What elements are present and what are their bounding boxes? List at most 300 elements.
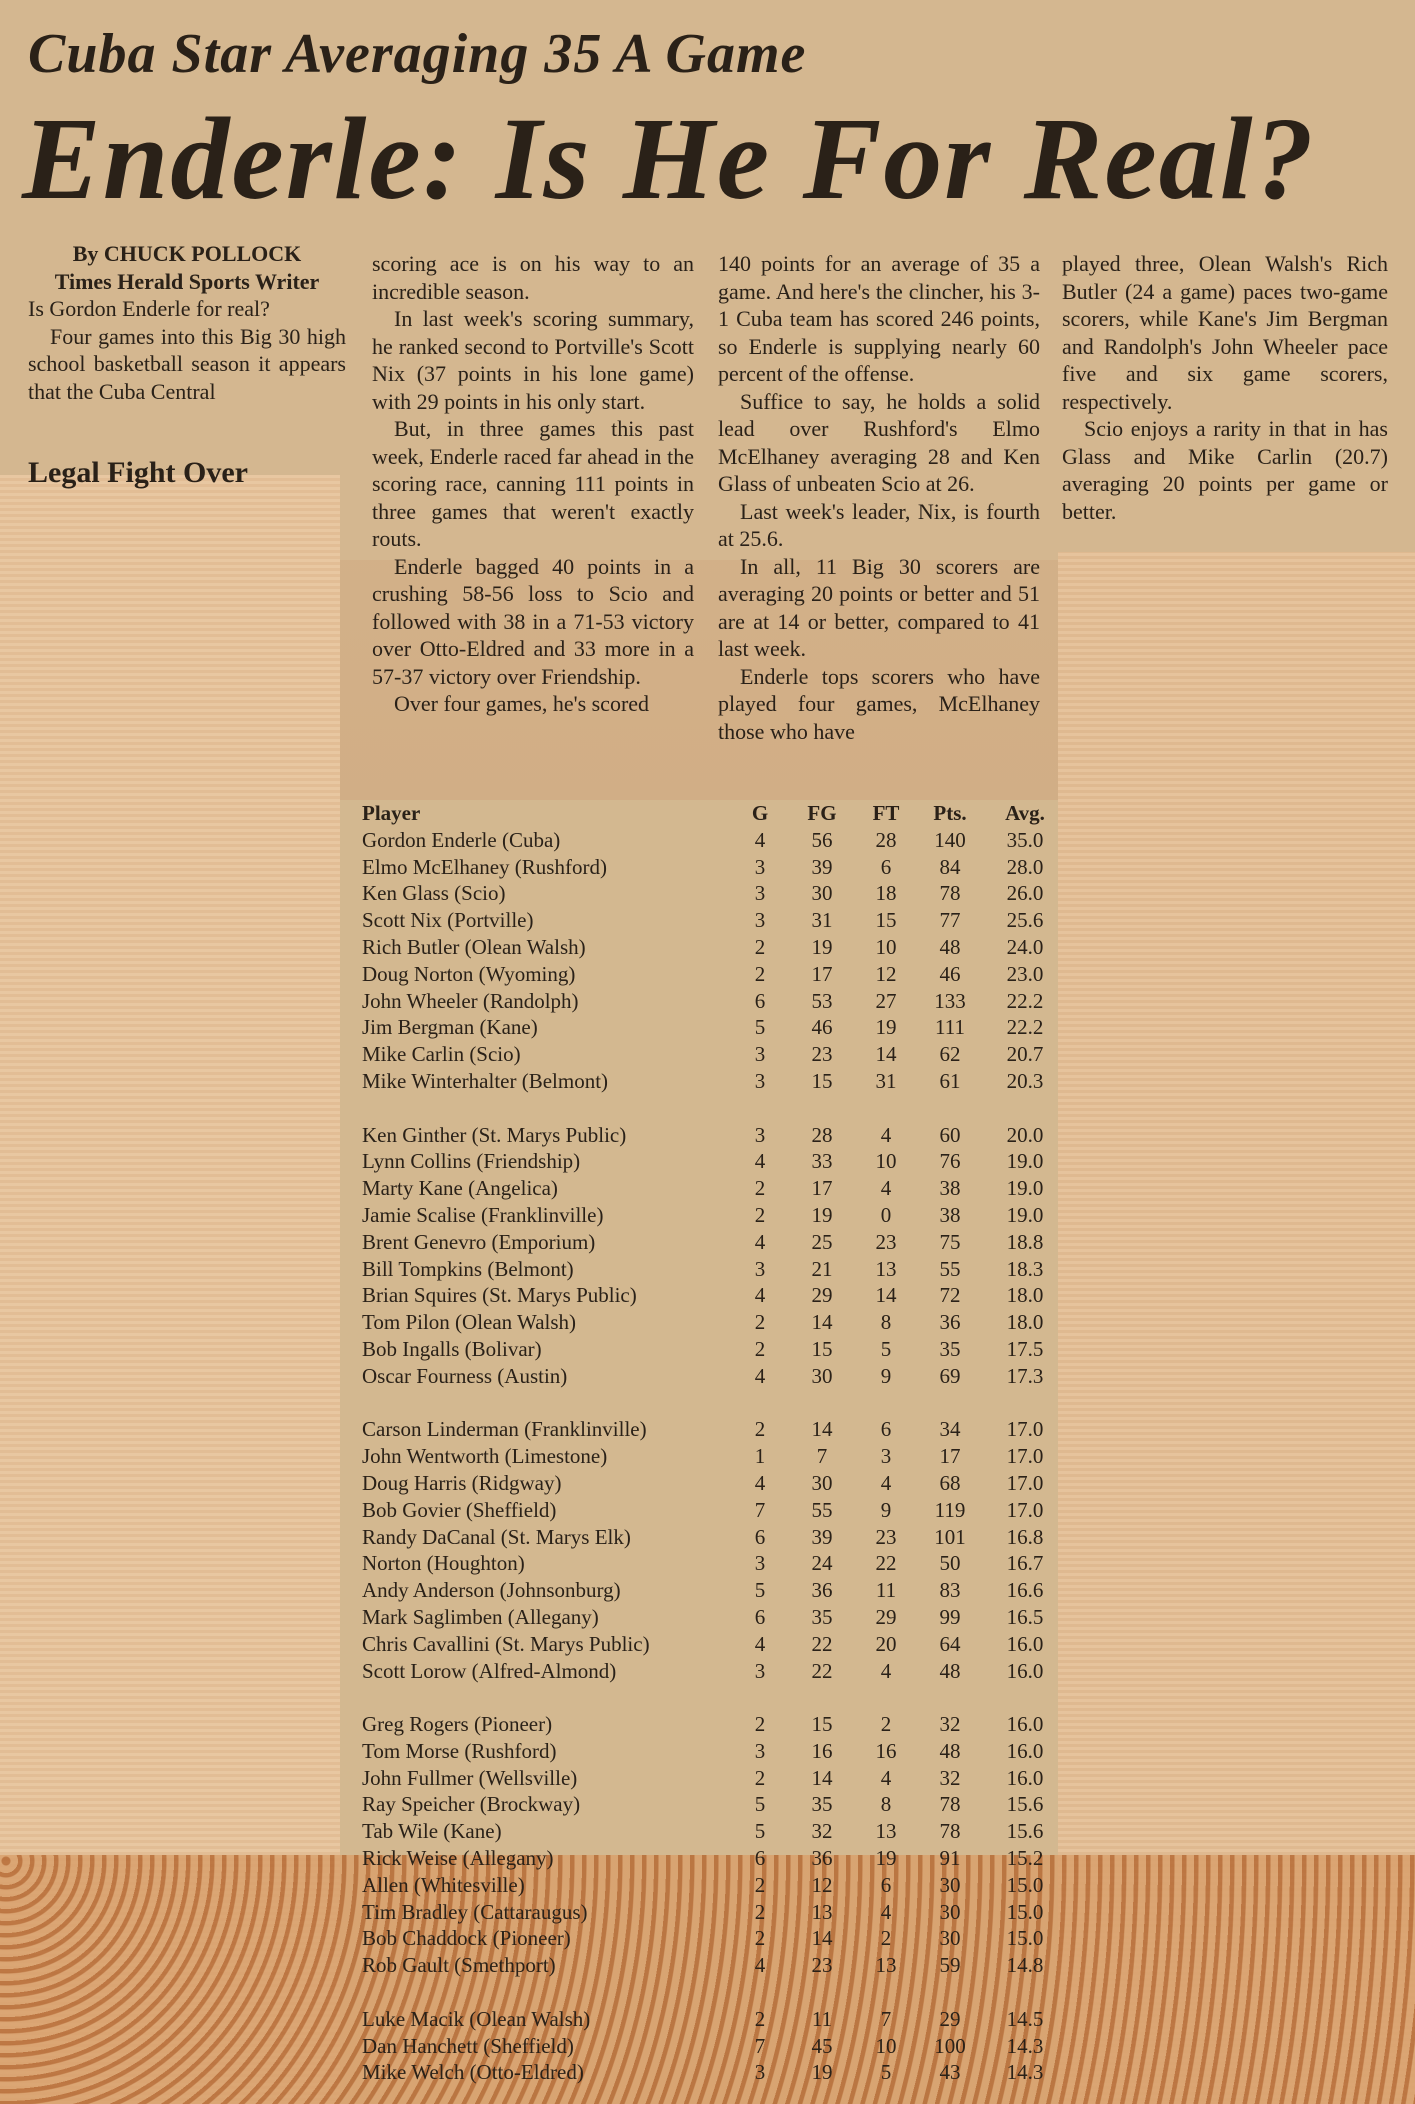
games-cell: 2 xyxy=(754,934,766,959)
player-cell: Ray Speicher (Brockway) xyxy=(362,1792,581,1817)
fg-cell: 39 xyxy=(811,854,833,879)
paragraph: Four games into this Big 30 high school basketball season it appears that the Cuba Central xyxy=(28,323,346,404)
player-cell: Scott Nix (Portville) xyxy=(362,908,534,933)
table-row xyxy=(362,1470,1068,1497)
table-row xyxy=(362,854,1068,881)
byline-title: Times Herald Sports Writer xyxy=(54,268,320,294)
average-cell: 14.3 xyxy=(1006,2033,1044,2058)
ft-cell: 10 xyxy=(875,2033,897,2058)
player-cell: Ken Glass (Scio) xyxy=(362,881,506,906)
table-row xyxy=(362,827,1068,854)
article-column-3 xyxy=(718,250,1040,745)
points-cell: 61 xyxy=(939,1068,961,1093)
fg-cell: 35 xyxy=(811,1792,833,1817)
points-cell: 101 xyxy=(934,1524,966,1549)
table-row xyxy=(362,934,1068,961)
player-cell: Doug Harris (Ridgway) xyxy=(362,1470,562,1495)
table-row xyxy=(362,1845,1068,1872)
table-row xyxy=(362,1202,1068,1229)
fg-cell: 17 xyxy=(811,961,833,986)
average-cell: 23.0 xyxy=(1006,961,1044,986)
table-row xyxy=(362,1899,1068,1926)
ft-cell: 19 xyxy=(875,1015,897,1040)
player-cell: Gordon Enderle (Cuba) xyxy=(362,827,561,852)
ft-cell: 2 xyxy=(880,1712,892,1737)
ft-cell: 22 xyxy=(875,1551,897,1576)
average-cell: 17.0 xyxy=(1006,1470,1044,1495)
fg-cell: 21 xyxy=(811,1256,833,1281)
paragraph: Suffice to say, he holds a solid lead over Rushford's Elmo McElhaney averaging 28 and Ken Glass of unbeaten Scio at 26. xyxy=(718,388,1040,496)
paragraph: 140 points for an average of 35 a game. And here's the clincher, his 3-1 Cuba team has scored 246 points, so Enderle is supplying nearly 60 percent of the offense. xyxy=(718,251,1040,386)
fg-cell: 19 xyxy=(811,2060,833,2085)
player-cell: Norton (Houghton) xyxy=(362,1551,525,1576)
paragraph: Is Gordon Enderle for real? xyxy=(28,296,270,321)
points-cell: 76 xyxy=(939,1149,961,1174)
player-cell: Carson Linderman (Franklinville) xyxy=(362,1417,647,1442)
games-cell: 6 xyxy=(754,1524,766,1549)
fg-cell: 17 xyxy=(811,1176,833,1201)
points-cell: 48 xyxy=(939,1658,961,1683)
average-cell: 18.3 xyxy=(1006,1256,1044,1281)
table-row xyxy=(362,1925,1068,1952)
fg-cell: 53 xyxy=(811,988,833,1013)
table-row xyxy=(362,1738,1068,1765)
paragraph: But, in three games this past week, Enderle raced far ahead in the scoring race, canning 111 points in three games that weren't exactly routs. xyxy=(372,416,694,551)
table-row xyxy=(362,1604,1068,1631)
fg-cell: 35 xyxy=(811,1604,833,1629)
player-cell: Marty Kane (Angelica) xyxy=(362,1176,558,1201)
points-cell: 78 xyxy=(939,1792,961,1817)
ft-cell: 14 xyxy=(875,1042,897,1067)
table-row xyxy=(362,1872,1068,1899)
points-cell: 75 xyxy=(939,1229,961,1254)
fg-cell: 30 xyxy=(811,1363,833,1388)
points-cell: 60 xyxy=(939,1122,961,1147)
paragraph: Enderle tops scorers who have played four games, McElhaney those who have xyxy=(718,663,1040,744)
player-cell: Tom Morse (Rushford) xyxy=(362,1738,557,1763)
points-cell: 32 xyxy=(939,1765,961,1790)
ft-cell: 4 xyxy=(880,1176,892,1201)
article-column-4 xyxy=(1062,250,1388,525)
paragraph: Last week's leader, Nix, is fourth at 25.6. xyxy=(718,498,1040,551)
ft-cell: 3 xyxy=(880,1444,892,1469)
fg-cell: 19 xyxy=(811,934,833,959)
paragraph: Enderle bagged 40 points in a crushing 58-56 loss to Scio and followed with 38 in a 71-53 victory over Otto-Eldred and 33 more in a 57-37 victory over Friendship. xyxy=(372,553,694,689)
average-cell: 22.2 xyxy=(1006,1015,1044,1040)
average-cell: 16.0 xyxy=(1006,1631,1044,1656)
scoring-table xyxy=(362,800,1068,2086)
table-row xyxy=(362,1443,1068,1470)
player-cell: Ken Ginther (St. Marys Public) xyxy=(362,1122,627,1147)
ft-cell: 6 xyxy=(880,1872,892,1897)
table-header-row xyxy=(362,800,1068,827)
games-cell: 4 xyxy=(754,1631,766,1656)
player-cell: Mike Winterhalter (Belmont) xyxy=(362,1068,609,1093)
table-row xyxy=(362,1175,1068,1202)
table-row xyxy=(362,1631,1068,1658)
player-cell: Brian Squires (St. Marys Public) xyxy=(362,1283,637,1308)
games-cell: 2 xyxy=(754,1926,766,1951)
ft-cell: 7 xyxy=(880,2006,892,2031)
ft-cell: 8 xyxy=(880,1310,892,1335)
table-row xyxy=(362,907,1068,934)
games-cell: 2 xyxy=(754,1872,766,1897)
points-cell: 64 xyxy=(939,1631,961,1656)
table-row xyxy=(362,1229,1068,1256)
points-cell: 111 xyxy=(935,1015,965,1040)
average-cell: 15.0 xyxy=(1006,1926,1044,1951)
points-cell: 30 xyxy=(939,1872,961,1897)
player-cell: Scott Lorow (Alfred-Almond) xyxy=(362,1658,617,1683)
group-spacer xyxy=(362,1095,1068,1122)
fg-cell: 15 xyxy=(811,1068,833,1093)
games-cell: 4 xyxy=(754,1363,766,1388)
fg-cell: 14 xyxy=(811,1926,833,1951)
table-row xyxy=(362,961,1068,988)
player-cell: Oscar Fourness (Austin) xyxy=(362,1363,568,1388)
paragraph: Over four games, he's scored xyxy=(394,691,650,716)
fg-cell: 36 xyxy=(811,1846,833,1871)
fg-cell: 33 xyxy=(811,1149,833,1174)
player-cell: John Wheeler (Randolph) xyxy=(362,988,579,1013)
table-row xyxy=(362,1416,1068,1443)
games-cell: 4 xyxy=(754,827,766,852)
table-row xyxy=(362,1041,1068,1068)
ft-cell: 12 xyxy=(875,961,897,986)
player-cell: Rich Butler (Olean Walsh) xyxy=(362,934,586,959)
table-row xyxy=(362,1336,1068,1363)
table-row xyxy=(362,1122,1068,1149)
table-row xyxy=(362,2006,1068,2033)
paragraph: In last week's scoring summary, he ranked second to Portville's Scott Nix (37 points in his lone game) with 29 points in his only start. xyxy=(372,306,694,414)
fg-cell: 23 xyxy=(811,1042,833,1067)
games-cell: 2 xyxy=(754,2006,766,2031)
ft-cell: 23 xyxy=(875,1229,897,1254)
table-row xyxy=(362,1256,1068,1283)
player-cell: Tom Pilon (Olean Walsh) xyxy=(362,1310,577,1335)
points-cell: 48 xyxy=(939,934,961,959)
table-row xyxy=(362,1282,1068,1309)
average-cell: 18.0 xyxy=(1006,1283,1044,1308)
table-row xyxy=(362,2059,1068,2086)
ft-cell: 4 xyxy=(880,1658,892,1683)
points-cell: 46 xyxy=(939,961,961,986)
points-cell: 83 xyxy=(939,1578,961,1603)
ft-cell: 9 xyxy=(880,1363,892,1388)
ft-cell: 9 xyxy=(880,1497,892,1522)
ft-cell: 13 xyxy=(875,1953,897,1978)
games-cell: 3 xyxy=(754,1042,766,1067)
header-g: G xyxy=(751,801,769,825)
games-cell: 3 xyxy=(754,881,766,906)
table-row xyxy=(362,1524,1068,1551)
points-cell: 133 xyxy=(934,988,966,1013)
games-cell: 2 xyxy=(754,1899,766,1924)
ft-cell: 20 xyxy=(875,1631,897,1656)
ft-cell: 6 xyxy=(880,1417,892,1442)
average-cell: 19.0 xyxy=(1006,1202,1044,1227)
games-cell: 6 xyxy=(754,988,766,1013)
fg-cell: 16 xyxy=(811,1738,833,1763)
player-cell: Jamie Scalise (Franklinville) xyxy=(362,1202,604,1227)
ft-cell: 31 xyxy=(875,1068,897,1093)
fg-cell: 14 xyxy=(811,1765,833,1790)
ft-cell: 4 xyxy=(880,1899,892,1924)
paragraph: scoring ace is on his way to an incredible season. xyxy=(372,251,694,304)
player-cell: Bill Tompkins (Belmont) xyxy=(362,1256,574,1281)
points-cell: 91 xyxy=(939,1846,961,1871)
group-spacer xyxy=(362,1979,1068,2006)
ft-cell: 28 xyxy=(875,827,897,852)
paragraph: In all, 11 Big 30 scorers are averaging 20 points or better and 51 are at 14 or better, compared to 41 last week. xyxy=(718,553,1040,661)
games-cell: 7 xyxy=(754,2033,766,2058)
player-cell: Doug Norton (Wyoming) xyxy=(362,961,576,986)
points-cell: 55 xyxy=(939,1256,961,1281)
points-cell: 72 xyxy=(939,1283,961,1308)
table-row xyxy=(362,1148,1068,1175)
player-cell: Rick Weise (Allegany) xyxy=(362,1846,554,1871)
fg-cell: 14 xyxy=(811,1310,833,1335)
games-cell: 2 xyxy=(754,1712,766,1737)
ft-cell: 23 xyxy=(875,1524,897,1549)
points-cell: 78 xyxy=(939,1819,961,1844)
player-cell: Allen (Whitesville) xyxy=(362,1872,525,1897)
fg-cell: 7 xyxy=(816,1444,828,1469)
average-cell: 35.0 xyxy=(1006,827,1044,852)
average-cell: 16.0 xyxy=(1006,1658,1044,1683)
points-cell: 140 xyxy=(934,827,966,852)
ft-cell: 6 xyxy=(880,854,892,879)
group-spacer xyxy=(362,1684,1068,1711)
average-cell: 18.8 xyxy=(1006,1229,1044,1254)
average-cell: 17.3 xyxy=(1006,1363,1044,1388)
table-row xyxy=(362,1068,1068,1095)
ft-cell: 4 xyxy=(880,1122,892,1147)
points-cell: 30 xyxy=(939,1899,961,1924)
fg-cell: 15 xyxy=(811,1336,833,1361)
points-cell: 68 xyxy=(939,1470,961,1495)
ft-cell: 15 xyxy=(875,908,897,933)
table-row xyxy=(362,1711,1068,1738)
player-cell: Mike Carlin (Scio) xyxy=(362,1042,521,1067)
points-cell: 36 xyxy=(939,1310,961,1335)
player-cell: John Fullmer (Wellsville) xyxy=(362,1765,578,1790)
header-fg: FG xyxy=(807,801,837,825)
ft-cell: 11 xyxy=(875,1578,897,1603)
games-cell: 5 xyxy=(754,1015,766,1040)
ft-cell: 13 xyxy=(875,1256,897,1281)
player-cell: Andy Anderson (Johnsonburg) xyxy=(362,1578,621,1603)
average-cell: 15.0 xyxy=(1006,1899,1044,1924)
games-cell: 2 xyxy=(754,961,766,986)
player-cell: Greg Rogers (Pioneer) xyxy=(362,1712,553,1737)
group-spacer xyxy=(362,1390,1068,1417)
fg-cell: 15 xyxy=(811,1712,833,1737)
games-cell: 6 xyxy=(754,1846,766,1871)
games-cell: 3 xyxy=(754,1738,766,1763)
points-cell: 34 xyxy=(939,1417,961,1442)
table-row xyxy=(362,1765,1068,1792)
points-cell: 62 xyxy=(939,1042,961,1067)
player-cell: John Wentworth (Limestone) xyxy=(362,1444,608,1469)
games-cell: 2 xyxy=(754,1417,766,1442)
ft-cell: 4 xyxy=(880,1765,892,1790)
fg-cell: 19 xyxy=(811,1202,833,1227)
points-cell: 84 xyxy=(939,854,961,879)
games-cell: 2 xyxy=(754,1202,766,1227)
fg-cell: 12 xyxy=(811,1872,833,1897)
player-cell: Randy DaCanal (St. Marys Elk) xyxy=(362,1524,631,1549)
average-cell: 26.0 xyxy=(1006,881,1044,906)
points-cell: 59 xyxy=(939,1953,961,1978)
points-cell: 99 xyxy=(939,1604,961,1629)
games-cell: 1 xyxy=(754,1444,766,1469)
average-cell: 16.7 xyxy=(1006,1551,1044,1576)
games-cell: 3 xyxy=(754,1256,766,1281)
games-cell: 3 xyxy=(754,1068,766,1093)
games-cell: 3 xyxy=(754,1122,766,1147)
games-cell: 5 xyxy=(754,1819,766,1844)
games-cell: 3 xyxy=(754,1551,766,1576)
fg-cell: 55 xyxy=(811,1497,833,1522)
points-cell: 77 xyxy=(939,908,961,933)
average-cell: 16.0 xyxy=(1006,1712,1044,1737)
points-cell: 17 xyxy=(939,1444,961,1469)
games-cell: 3 xyxy=(754,854,766,879)
player-cell: Chris Cavallini (St. Marys Public) xyxy=(362,1631,650,1656)
average-cell: 14.3 xyxy=(1006,2060,1044,2085)
ft-cell: 18 xyxy=(875,881,897,906)
average-cell: 18.0 xyxy=(1006,1310,1044,1335)
fg-cell: 13 xyxy=(811,1899,833,1924)
table-row xyxy=(362,1497,1068,1524)
points-cell: 35 xyxy=(939,1336,961,1361)
ft-cell: 8 xyxy=(880,1792,892,1817)
average-cell: 14.5 xyxy=(1006,2006,1044,2031)
table-row xyxy=(362,1363,1068,1390)
games-cell: 2 xyxy=(754,1765,766,1790)
fg-cell: 39 xyxy=(811,1524,833,1549)
ft-cell: 13 xyxy=(875,1819,897,1844)
average-cell: 16.0 xyxy=(1006,1765,1044,1790)
average-cell: 20.3 xyxy=(1006,1068,1044,1093)
average-cell: 22.2 xyxy=(1006,988,1044,1013)
points-cell: 38 xyxy=(939,1176,961,1201)
points-cell: 48 xyxy=(939,1738,961,1763)
average-cell: 16.6 xyxy=(1006,1578,1044,1603)
games-cell: 5 xyxy=(754,1578,766,1603)
fg-cell: 30 xyxy=(811,1470,833,1495)
points-cell: 50 xyxy=(939,1551,961,1576)
games-cell: 2 xyxy=(754,1336,766,1361)
player-cell: Lynn Collins (Friendship) xyxy=(362,1149,581,1174)
fg-cell: 36 xyxy=(811,1578,833,1603)
table-row xyxy=(362,988,1068,1015)
fg-cell: 22 xyxy=(811,1658,833,1683)
ft-cell: 10 xyxy=(875,1149,897,1174)
points-cell: 119 xyxy=(934,1497,966,1522)
average-cell: 19.0 xyxy=(1006,1149,1044,1174)
points-cell: 30 xyxy=(939,1926,961,1951)
paragraph: played three, Olean Walsh's Rich Butler (24 a game) paces two-game scorers, while Kane's Jim Bergman and Randolph's John Wheeler pace five and six game scorers, respectively. xyxy=(1062,251,1388,414)
table-row xyxy=(362,1014,1068,1041)
table-body xyxy=(362,827,1068,2086)
table-row xyxy=(362,880,1068,907)
average-cell: 16.8 xyxy=(1006,1524,1044,1549)
games-cell: 4 xyxy=(754,1149,766,1174)
table-row xyxy=(362,1818,1068,1845)
header-ft: FT xyxy=(872,801,900,825)
fg-cell: 56 xyxy=(811,827,833,852)
fg-cell: 29 xyxy=(811,1283,833,1308)
points-cell: 29 xyxy=(939,2006,961,2031)
player-cell: Brent Genevro (Emporium) xyxy=(362,1229,596,1254)
player-cell: Jim Bergman (Kane) xyxy=(362,1015,538,1040)
player-cell: Rob Gault (Smethport) xyxy=(362,1953,556,1978)
average-cell: 20.0 xyxy=(1006,1122,1044,1147)
ft-cell: 16 xyxy=(875,1738,897,1763)
sub-headline: Legal Fight Over xyxy=(28,456,248,489)
games-cell: 3 xyxy=(754,2060,766,2085)
ft-cell: 5 xyxy=(880,1336,892,1361)
average-cell: 17.0 xyxy=(1006,1417,1044,1442)
table-row xyxy=(362,1658,1068,1685)
ft-cell: 0 xyxy=(880,1202,892,1227)
games-cell: 5 xyxy=(754,1792,766,1817)
average-cell: 17.0 xyxy=(1006,1497,1044,1522)
average-cell: 17.5 xyxy=(1006,1336,1044,1361)
games-cell: 2 xyxy=(754,1176,766,1201)
average-cell: 15.0 xyxy=(1006,1872,1044,1897)
ft-cell: 27 xyxy=(875,988,897,1013)
average-cell: 16.0 xyxy=(1006,1738,1044,1763)
average-cell: 25.6 xyxy=(1006,908,1044,933)
games-cell: 3 xyxy=(754,908,766,933)
article-column-1 xyxy=(28,240,346,405)
fg-cell: 30 xyxy=(811,881,833,906)
points-cell: 78 xyxy=(939,881,961,906)
player-cell: Elmo McElhaney (Rushford) xyxy=(362,854,607,879)
games-cell: 2 xyxy=(754,1310,766,1335)
main-headline: Enderle: Is He For Real? xyxy=(22,93,1316,224)
table-row xyxy=(362,1550,1068,1577)
games-cell: 4 xyxy=(754,1470,766,1495)
table-row xyxy=(362,1952,1068,1979)
fg-cell: 24 xyxy=(811,1551,833,1576)
average-cell: 14.8 xyxy=(1006,1953,1044,1978)
fg-cell: 23 xyxy=(811,1953,833,1978)
points-cell: 69 xyxy=(939,1363,961,1388)
average-cell: 16.5 xyxy=(1006,1604,1044,1629)
table-row xyxy=(362,1309,1068,1336)
fg-cell: 22 xyxy=(811,1631,833,1656)
average-cell: 15.6 xyxy=(1006,1819,1044,1844)
average-cell: 24.0 xyxy=(1006,934,1044,959)
player-cell: Mark Saglimben (Allegany) xyxy=(362,1604,599,1629)
ft-cell: 10 xyxy=(875,934,897,959)
points-cell: 32 xyxy=(939,1712,961,1737)
average-cell: 15.6 xyxy=(1006,1792,1044,1817)
games-cell: 4 xyxy=(754,1283,766,1308)
points-cell: 100 xyxy=(934,2033,966,2058)
paragraph: Scio enjoys a rarity in that in has Glass and Mike Carlin (20.7) averaging 20 points per game or better. xyxy=(1062,416,1388,524)
average-cell: 19.0 xyxy=(1006,1176,1044,1201)
games-cell: 7 xyxy=(754,1497,766,1522)
player-cell: Bob Ingalls (Bolivar) xyxy=(362,1336,542,1361)
fg-cell: 28 xyxy=(811,1122,833,1147)
table-row xyxy=(362,2033,1068,2060)
games-cell: 6 xyxy=(754,1604,766,1629)
